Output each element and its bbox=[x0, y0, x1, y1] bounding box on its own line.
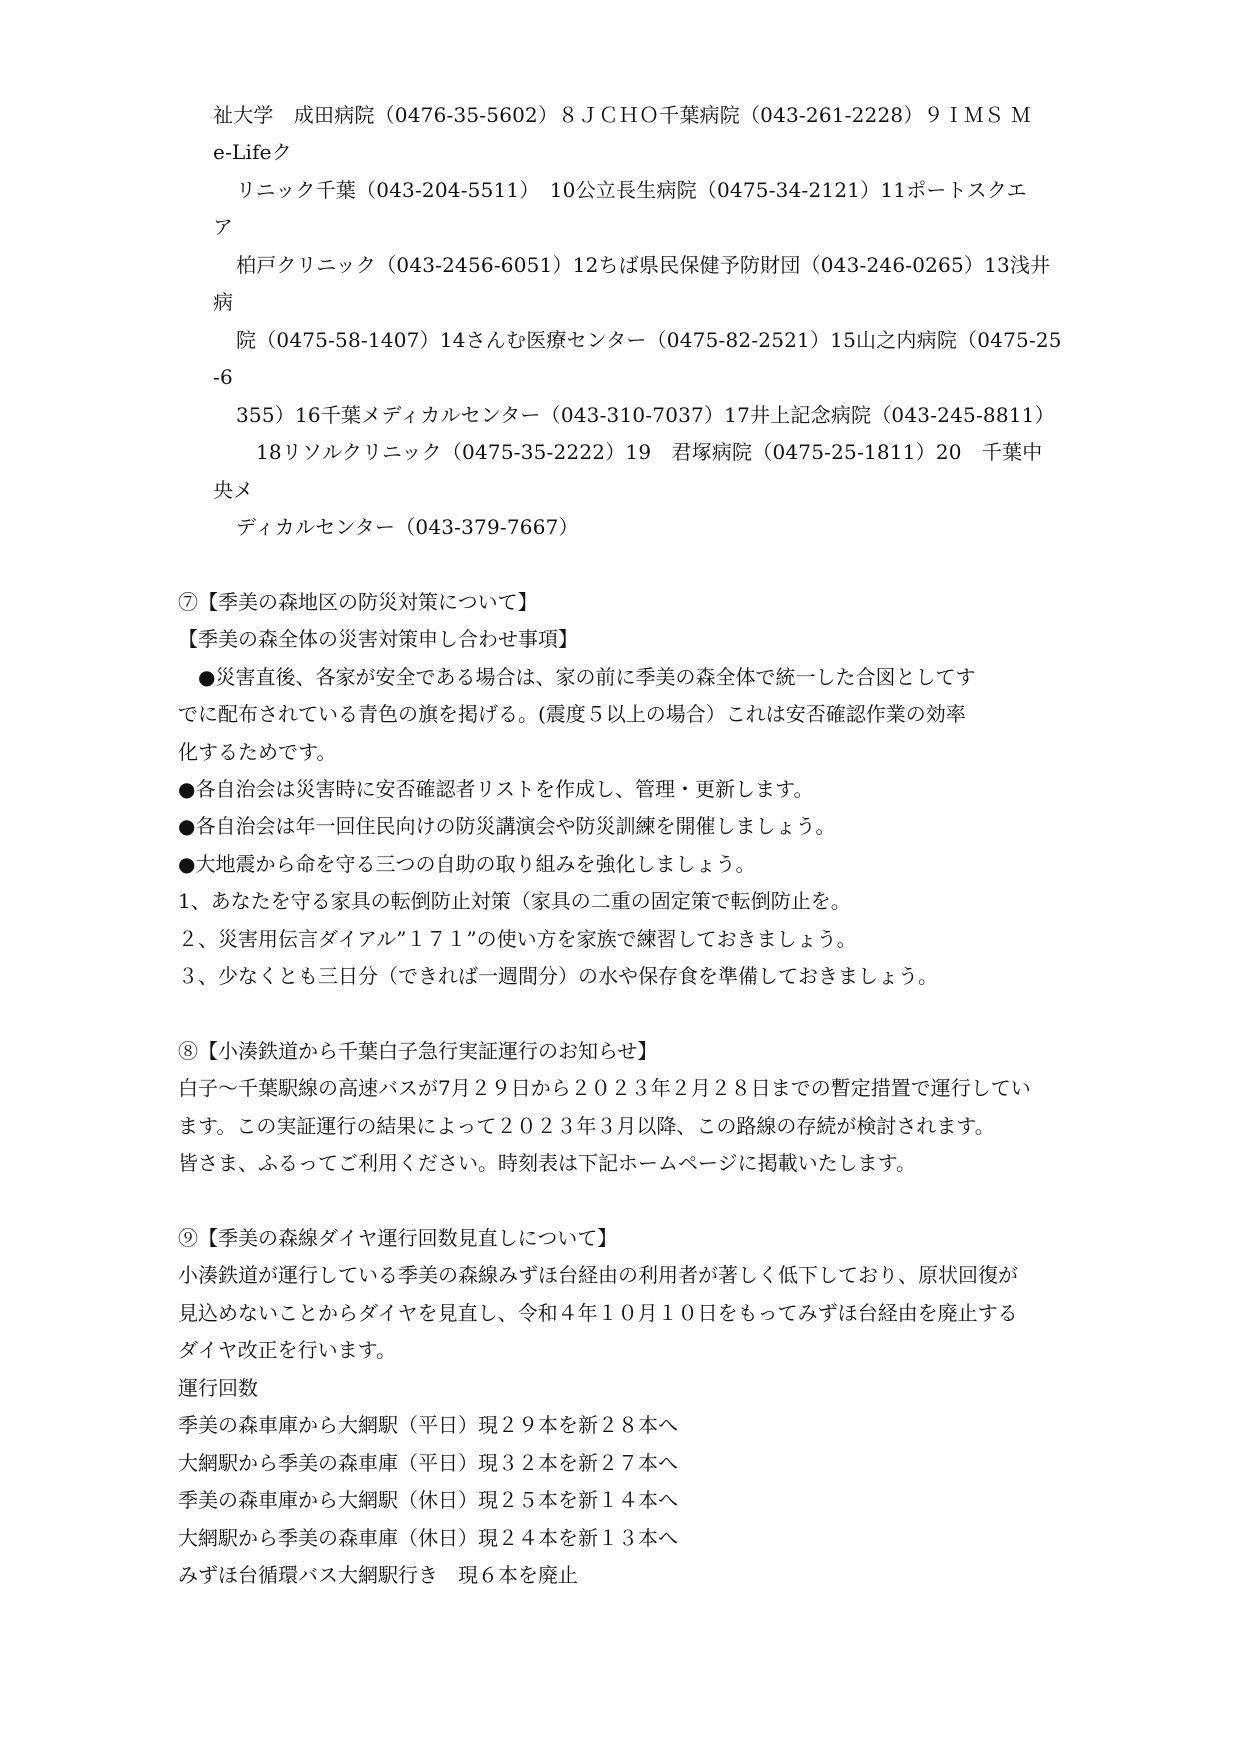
section-subheading: 【季美の森全体の災害対策申し合わせ事項】 bbox=[178, 627, 578, 651]
list-item: 大網駅から季美の森車庫（平日）現３２本を新２７本へ bbox=[178, 1451, 678, 1475]
bullet-item: ●各自治会は災害時に安否確認者リストを作成し、管理・更新します。 bbox=[178, 777, 814, 801]
paragraph-line: でに配布されている青色の旗を掲げる。(震度５以上の場合）これは安否確認作業の効率 bbox=[178, 702, 966, 726]
paragraph-line: 化するためです。 bbox=[178, 740, 337, 764]
section-heading: ⑧【小湊鉄道から千葉白子急行実証運行のお知らせ】 bbox=[178, 1039, 658, 1063]
paragraph-line: 見込めないことからダイヤを見直し、令和４年１０月１０日をもってみずほ台経由を廃止する bbox=[178, 1301, 1018, 1325]
section-heading: ⑨【季美の森線ダイヤ運行回数見直しについて】 bbox=[178, 1226, 618, 1250]
bullet-item: ●各自治会は年一回住民向けの防災講演会や防災訓練を開催しましょう。 bbox=[178, 814, 836, 838]
paragraph-line: 皆さま、ふるってご利用ください。時刻表は下記ホームページに掲載いたします。 bbox=[178, 1151, 916, 1175]
paragraph-line: ます。この実証運行の結果によって２０２３年３月以降、この路線の存続が検討されます。 bbox=[178, 1114, 995, 1138]
list-item: 大網駅から季美の森車庫（休日）現２４本を新１３本へ bbox=[178, 1526, 678, 1550]
list-item: 季美の森車庫から大網駅（休日）現２５本を新１４本へ bbox=[178, 1488, 678, 1512]
hospital-line: 祉大学 成田病院（0476-35-5602）８ＪＣＨＯ千葉病院（043-261-2228）９ＩＭＳ Ｍ bbox=[213, 103, 1032, 127]
numbered-item: ２、災害用伝言ダイアル”１７１”の使い方を家族で練習しておきましょう。 bbox=[178, 927, 857, 951]
hospital-line: ア bbox=[213, 215, 234, 239]
hospital-line: -6 bbox=[213, 365, 233, 389]
paragraph-line: 白子～千葉駅線の高速バスが7月２９日から２０２３年２月２８日までの暫定措置で運行してい bbox=[178, 1076, 1031, 1100]
numbered-item: 1、あなたを守る家具の転倒防止対策（家具の二重の固定策で転倒防止を。 bbox=[178, 889, 851, 913]
hospital-line: ディカルセンター（043-379-7667） bbox=[236, 515, 579, 539]
list-label: 運行回数 bbox=[178, 1376, 258, 1400]
hospital-line: 央メ bbox=[213, 478, 254, 502]
hospital-line: リニック千葉（043-204-5511） 10公立長生病院（0475-34-2121）11ポートスクエ bbox=[236, 178, 1027, 202]
hospital-line: 355）16千葉メディカルセンター（043-310-7037）17井上記念病院（043-245-8811） bbox=[236, 403, 1055, 427]
hospital-line: e-Lifeク bbox=[213, 140, 292, 164]
hospital-line: 病 bbox=[213, 290, 234, 314]
paragraph-line: ダイヤ改正を行います。 bbox=[178, 1338, 396, 1362]
paragraph-line: 小湊鉄道が運行している季美の森線みずほ台経由の利用者が著しく低下しており、原状回復が bbox=[178, 1263, 1018, 1287]
bullet-item: ●大地震から命を守る三つの自助の取り組みを強化しましょう。 bbox=[178, 852, 756, 876]
hospital-line: 院（0475-58-1407）14さんむ医療センター（0475-82-2521）15山之内病院（0475-25 bbox=[236, 328, 1062, 352]
hospital-line: 柏戸クリニック（043-2456-6051）12ちば県民保健予防財団（043-246-0265）13浅井 bbox=[236, 253, 1051, 277]
hospital-line: 18リソルクリニック（0475-35-2222）19 君塚病院（0475-25-1811）20 千葉中 bbox=[256, 440, 1043, 464]
numbered-item: ３、少なくとも三日分（できれば一週間分）の水や保存食を準備しておきましょう。 bbox=[178, 964, 938, 988]
list-item: みずほ台循環バス大網駅行き 現６本を廃止 bbox=[178, 1563, 578, 1587]
list-item: 季美の森車庫から大網駅（平日）現２９本を新２８本へ bbox=[178, 1413, 678, 1437]
section-heading: ⑦【季美の森地区の防災対策について】 bbox=[178, 590, 538, 614]
paragraph-line: ●災害直後、各家が安全である場合は、家の前に季美の森全体で統一した合図としてす bbox=[178, 665, 976, 689]
